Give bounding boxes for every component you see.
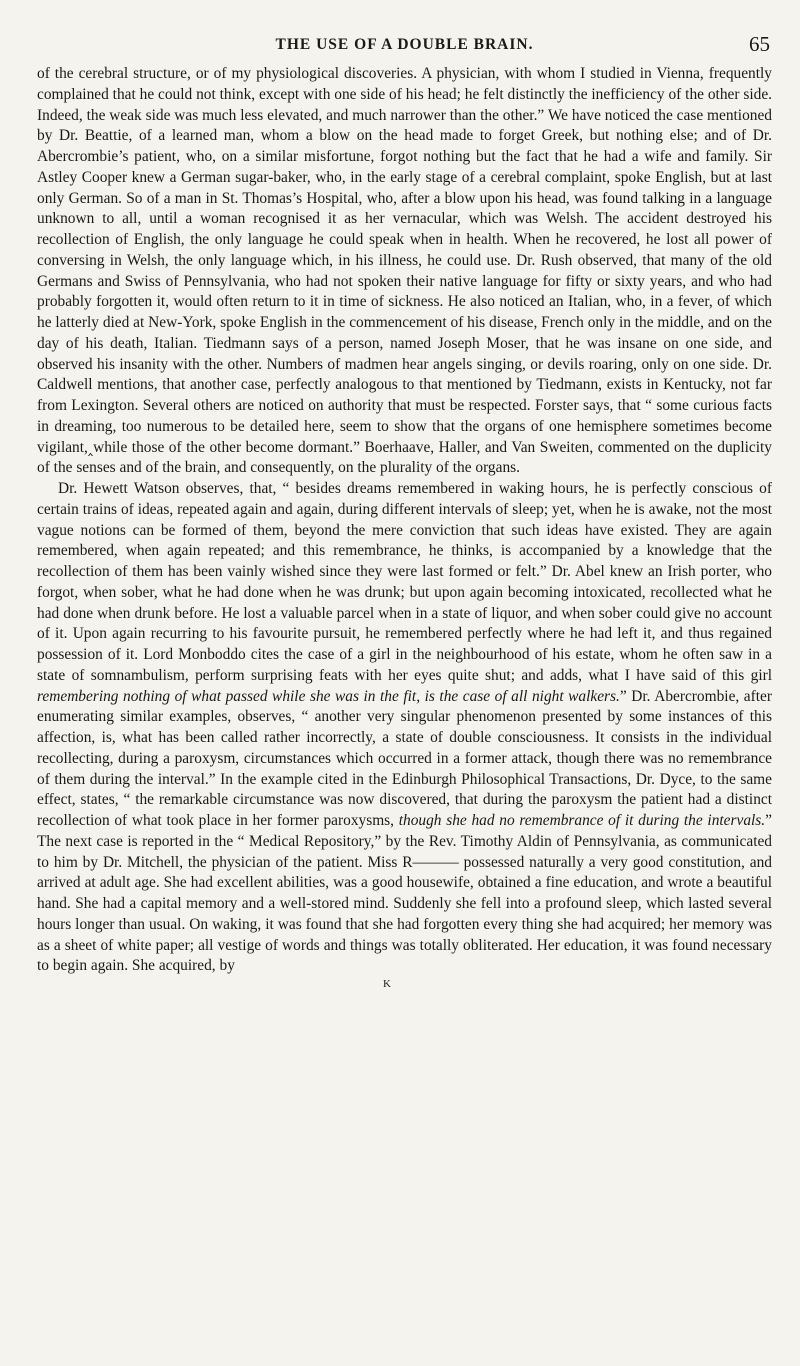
signature-mark: K — [383, 978, 392, 990]
text-run: Dr. Hewett Watson observes, that, “ besides dreams remembered in waking hours, he is perfectly conscious of certain trains of ideas, repeated again and again, during different intervals of sleep; yet, when he is awake, not the most vague notions can be formed of them, beyond the mere conviction that such ideas have existed. They are again remembered, when again repeated; and this remembrance, he thinks, is accompanied by a knowledge that the recollection of them has been vainly wished since they were last formed or felt.” Dr. Abel knew an Irish porter, who forgot, when sober, what he had done when he was drunk; but upon again becoming intoxicated, recollected what he had done when drunk before. He lost a valuable parcel when in a state of liquor, and when sober could give no account of it. Upon again recurring to his favourite pursuit, he remembered perfectly where he had left it, and thus regained possession of it. Lord Monboddo cites the case of a girl in the neighbourhood of his estate, whom he often saw in a state of somnambulism, perform surprising feats with her eyes quite shut; and adds, what I have said of this girl — [37, 480, 772, 684]
paragraph-2 — [37, 479, 772, 977]
running-head — [37, 32, 772, 60]
page-number: 65 — [749, 32, 770, 56]
running-head-title: THE USE OF A DOUBLE BRAIN. — [275, 36, 534, 53]
italic-run: remembering nothing of what passed while she was in the fit, is the case of all night walkers. — [37, 687, 620, 705]
text-run: ” Dr. Abercrombie, after enumerating similar examples, observes, “ another very singular phenomenon presented by some instances of this affection, is, what has been called rather incorrectly, a state of double consciousness. It consists in the individual recollecting, during a paroxysm, circumstances which occurred in a former attack, though there was no remembrance of them during the interval.” In the example cited in the Edinburgh Philosophical Transactions, Dr. Dyce, to the same effect, states, “ the remarkable circumstance was now discovered, that during the paroxysm the patient had a distinct recollection of what took place in her former paroxysms, — [37, 687, 772, 829]
text-run: ” The next case is reported in the “ Medical Repository,” by the Rev. Timothy Aldin of Pennsylvania, as communicated to him by Dr. Mitchell, the physician of the patient. Miss R——— possessed naturally a very good constitution, and arrived at adult age. She had excellent abilities, was a good housewife, obtained a fine education, and wrote a beautiful hand. She had a capital memory and a well-stored mind. Suddenly she fell into a profound sleep, which lasted several hours longer than usual. On waking, it was found that she had forgotten every thing she had acquired; her memory was as a sheet of white paper; all vestige of words and things was totally obliterated. Her education, it was found necessary to begin again. She acquired, by — [37, 812, 772, 975]
paragraph-1 — [37, 64, 772, 479]
text-run: of the cerebral structure, or of my physiological discoveries. A physician, with whom I studied in Vienna, frequently complained that he could not think, except with one side of his head; he felt distinctly the inefficiency of the other side. Indeed, the weak side was much less elevated, and much narrower than the other.” We have noticed the case mentioned by Dr. Beattie, of a learned man, whom a blow on the head made to forget Greek, but nothing else; and of Dr. Abercrombie’s patient, who, on a similar misfortune, forgot nothing but the fact that he had a wife and family. Sir Astley Cooper knew a German sugar-baker, who, in the early stage of a cerebral complaint, spoke English, but at last only German. So of a man in St. Thomas’s Hospital, who, after a blow upon his head, was found talking in a language unknown to all, until a woman recognised it as her vernacular, which was Welsh. The accident destroyed his recollection of English, the only language he could speak when in health. When he recovered, he lost all power of conversing in Welsh, the only language which, in his illness, he could use. Dr. Rush observed, that many of the old Germans and Swiss of Pennsylvania, who had not spoken their native language for fifty or sixty years, and who had probably forgotten it, would often return to it in time of sickness. He also noticed an Italian, who, in a fever, of which he latterly died at New-York, spoke English in the commencement of his disease, French only in the middle, and on the day of his death, Italian. Tiedmann says of a person, named Joseph Moser, that he was insane on one side, and observed his insanity with the other. Numbers of madmen hear angels singing, or devils roaring, only on one side. Dr. Caldwell mentions, that another case, perfectly analogous to that mentioned by Tiedmann, exists in Kentucky, not far from Lexington. Several others are noticed on authority that must be respected. Forster says, that “ some curious facts in dreaming, too numerous to be detailed here, seem to show that the organs of one hemisphere sometimes become vigilant,‸while those of the other become dormant.” Boerhaave, Haller, and Van Sweiten, commented on the duplicity of the senses and of the brain, and consequently, on the plurality of the organs. — [37, 65, 772, 477]
italic-run: though she had no remembrance of it during the intervals. — [398, 812, 766, 829]
body-text — [37, 64, 772, 977]
